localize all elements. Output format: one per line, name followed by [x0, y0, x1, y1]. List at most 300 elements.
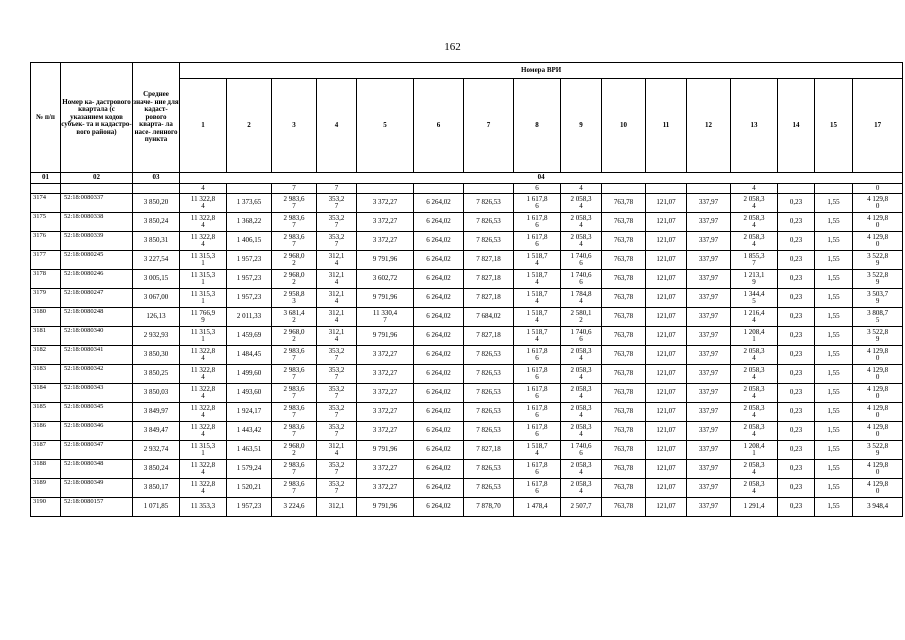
- header-vri-number: 12: [687, 79, 731, 173]
- vri-value-cell: 337,97: [687, 213, 731, 232]
- vri-value-cell: 353,2 7: [317, 403, 357, 422]
- vri-value-cell: 1,55: [815, 460, 853, 479]
- row-number: 3188: [31, 460, 61, 479]
- vri-value-cell: 2 968,0 2: [272, 327, 317, 346]
- vri-value-cell: 1 344,4 5: [731, 289, 778, 308]
- vri-value-cell: 6 264,02: [414, 346, 464, 365]
- header-vri-number: 14: [778, 79, 815, 173]
- vri-value-cell: 0,23: [778, 308, 815, 327]
- vri-value-cell: 4 129,8 0: [853, 194, 903, 213]
- vri-value-cell: 121,07: [646, 289, 687, 308]
- vri-value-cell: 763,78: [602, 365, 646, 384]
- row-number: 3180: [31, 308, 61, 327]
- vri-value-cell: 3 372,27: [357, 384, 414, 403]
- spill-cell: [31, 184, 61, 194]
- vri-value-cell: 337,97: [687, 403, 731, 422]
- header-vri-number: 13: [731, 79, 778, 173]
- vri-value-cell: 1 617,8 6: [514, 460, 561, 479]
- spill-cell: 4: [731, 184, 778, 194]
- vri-value-cell: 2 983,6 7: [272, 384, 317, 403]
- header-vri-number: 7: [464, 79, 514, 173]
- vri-value-cell: 7 826,53: [464, 422, 514, 441]
- vri-value-cell: 1 617,8 6: [514, 479, 561, 498]
- vri-value-cell: 6 264,02: [414, 289, 464, 308]
- vri-value-cell: 337,97: [687, 232, 731, 251]
- vri-value-cell: 1 617,8 6: [514, 365, 561, 384]
- row-number: 3181: [31, 327, 61, 346]
- vri-value-cell: 1,55: [815, 213, 853, 232]
- vri-value-cell: 11 315,3 1: [180, 270, 227, 289]
- vri-value-cell: 1 518,7 4: [514, 327, 561, 346]
- vri-value-cell: 9 791,96: [357, 498, 414, 517]
- vri-value-cell: 3 948,4: [853, 498, 903, 517]
- header-vri-number: 17: [853, 79, 903, 173]
- cadastral-quarter-number: 52:18:0080337: [61, 194, 133, 213]
- vri-value-cell: 1 957,23: [227, 289, 272, 308]
- vri-value-cell: 7 827,18: [464, 441, 514, 460]
- header-vri-number: 15: [815, 79, 853, 173]
- vri-value-cell: 1 579,24: [227, 460, 272, 479]
- vri-value-cell: 763,78: [602, 251, 646, 270]
- vri-value-cell: 2 958,8 3: [272, 289, 317, 308]
- vri-value-cell: 7 826,53: [464, 346, 514, 365]
- vri-value-cell: 2 058,3 4: [731, 365, 778, 384]
- vri-value-cell: 3 522,8 9: [853, 251, 903, 270]
- header-vri-number: 6: [414, 79, 464, 173]
- spill-cell: [815, 184, 853, 194]
- vri-value-cell: 1 617,8 6: [514, 213, 561, 232]
- vri-value-cell: 1,55: [815, 327, 853, 346]
- cadastral-quarter-number: 52:18:0080340: [61, 327, 133, 346]
- average-value: 126,13: [133, 308, 180, 327]
- vri-value-cell: 0,23: [778, 460, 815, 479]
- average-value: 3 067,00: [133, 289, 180, 308]
- vri-value-cell: 312,1 4: [317, 251, 357, 270]
- vri-value-cell: 7 827,18: [464, 327, 514, 346]
- vri-value-cell: 1 484,45: [227, 346, 272, 365]
- vri-value-cell: 0,23: [778, 289, 815, 308]
- table-row: [31, 232, 903, 251]
- spill-cell: [778, 184, 815, 194]
- vri-value-cell: 1 740,6 6: [561, 251, 602, 270]
- vri-value-cell: 353,2 7: [317, 232, 357, 251]
- vri-value-cell: 0,23: [778, 479, 815, 498]
- vri-value-cell: 7 826,53: [464, 232, 514, 251]
- vri-value-cell: 2 058,3 4: [561, 232, 602, 251]
- vri-value-cell: 1 518,7 4: [514, 289, 561, 308]
- average-value: 3 849,97: [133, 403, 180, 422]
- vri-value-cell: 2 058,3 4: [731, 479, 778, 498]
- vri-value-cell: 6 264,02: [414, 327, 464, 346]
- vri-value-cell: 337,97: [687, 498, 731, 517]
- vri-value-cell: 0,23: [778, 232, 815, 251]
- vri-value-cell: 1 740,6 6: [561, 441, 602, 460]
- vri-value-cell: 337,97: [687, 384, 731, 403]
- vri-value-cell: 3 602,72: [357, 270, 414, 289]
- vri-value-cell: 3 808,7 5: [853, 308, 903, 327]
- vri-value-cell: 7 826,53: [464, 479, 514, 498]
- row-number: 3179: [31, 289, 61, 308]
- vri-value-cell: 0,23: [778, 441, 815, 460]
- cadastral-quarter-number: 52:18:0080348: [61, 460, 133, 479]
- vri-value-cell: 1 617,8 6: [514, 194, 561, 213]
- vri-value-cell: 121,07: [646, 441, 687, 460]
- vri-value-cell: 3 224,6: [272, 498, 317, 517]
- vri-value-cell: 2 580,1 2: [561, 308, 602, 327]
- vri-value-cell: 763,78: [602, 441, 646, 460]
- vri-value-cell: 0,23: [778, 422, 815, 441]
- vri-value-cell: 337,97: [687, 270, 731, 289]
- average-value: 3 850,24: [133, 213, 180, 232]
- vri-value-cell: 763,78: [602, 213, 646, 232]
- vri-value-cell: 1,55: [815, 289, 853, 308]
- header-vri-group: Номера ВРИ: [180, 63, 903, 79]
- table-row: [31, 213, 903, 232]
- vri-value-cell: 121,07: [646, 251, 687, 270]
- vri-value-cell: 0,23: [778, 251, 815, 270]
- vri-value-cell: 337,97: [687, 327, 731, 346]
- vri-value-cell: 121,07: [646, 194, 687, 213]
- average-value: 1 071,85: [133, 498, 180, 517]
- average-value: 3 850,31: [133, 232, 180, 251]
- header-row-number: № п/п: [31, 63, 61, 173]
- cadastral-quarter-number: 52:18:0080341: [61, 346, 133, 365]
- header-vri-number: 4: [317, 79, 357, 173]
- vri-value-cell: 1 617,8 6: [514, 346, 561, 365]
- vri-value-cell: 2 983,6 7: [272, 213, 317, 232]
- vri-value-cell: 7 826,53: [464, 403, 514, 422]
- vri-value-cell: 1 518,7 4: [514, 308, 561, 327]
- spill-cell: 4: [180, 184, 227, 194]
- cadastral-quarter-number: 52:18:0080349: [61, 479, 133, 498]
- vri-value-cell: 11 322,8 4: [180, 403, 227, 422]
- vri-value-cell: 6 264,02: [414, 460, 464, 479]
- vri-value-cell: 7 826,53: [464, 213, 514, 232]
- vri-value-cell: 11 315,3 1: [180, 327, 227, 346]
- vri-value-cell: 1 520,21: [227, 479, 272, 498]
- vri-value-cell: 3 681,4 2: [272, 308, 317, 327]
- vri-value-cell: 337,97: [687, 441, 731, 460]
- vri-value-cell: 2 058,3 4: [731, 346, 778, 365]
- average-value: 3 850,25: [133, 365, 180, 384]
- vri-value-cell: 6 264,02: [414, 194, 464, 213]
- vri-value-cell: 1,55: [815, 251, 853, 270]
- cadastral-quarter-number: 52:18:0080345: [61, 403, 133, 422]
- vri-value-cell: 6 264,02: [414, 365, 464, 384]
- vri-value-cell: 9 791,96: [357, 289, 414, 308]
- vri-value-cell: 121,07: [646, 460, 687, 479]
- vri-value-cell: 353,2 7: [317, 365, 357, 384]
- header-vri-number: 11: [646, 79, 687, 173]
- vri-value-cell: 1 216,4 4: [731, 308, 778, 327]
- vri-value-cell: 1,55: [815, 270, 853, 289]
- row-number: 3187: [31, 441, 61, 460]
- vri-value-cell: 1 213,1 9: [731, 270, 778, 289]
- vri-value-cell: 121,07: [646, 346, 687, 365]
- column-code: 01: [31, 173, 61, 184]
- vri-value-cell: 2 983,6 7: [272, 232, 317, 251]
- vri-value-cell: 1 478,4: [514, 498, 561, 517]
- vri-value-cell: 7 827,18: [464, 251, 514, 270]
- column-code: 02: [61, 173, 133, 184]
- cadastral-quarter-number: 52:18:0080245: [61, 251, 133, 270]
- vri-value-cell: 2 983,6 7: [272, 194, 317, 213]
- vri-value-cell: 337,97: [687, 479, 731, 498]
- vri-value-cell: 337,97: [687, 346, 731, 365]
- vri-value-cell: 1 373,65: [227, 194, 272, 213]
- vri-value-cell: 121,07: [646, 422, 687, 441]
- vri-value-cell: 4 129,8 0: [853, 232, 903, 251]
- average-value: 2 932,74: [133, 441, 180, 460]
- column-code: 03: [133, 173, 180, 184]
- vri-value-cell: 763,78: [602, 327, 646, 346]
- vri-value-cell: 11 315,3 1: [180, 441, 227, 460]
- spill-cell: 7: [272, 184, 317, 194]
- vri-value-cell: 1 499,60: [227, 365, 272, 384]
- table-row: [31, 194, 903, 213]
- spill-cell: 0: [853, 184, 903, 194]
- vri-value-cell: 2 058,3 4: [731, 422, 778, 441]
- vri-value-cell: 2 058,3 4: [561, 365, 602, 384]
- row-number: 3182: [31, 346, 61, 365]
- row-number: 3177: [31, 251, 61, 270]
- vri-value-cell: 2 058,3 4: [561, 460, 602, 479]
- vri-value-cell: 353,2 7: [317, 460, 357, 479]
- vri-value-cell: 2 507,7: [561, 498, 602, 517]
- vri-value-cell: 4 129,8 0: [853, 365, 903, 384]
- vri-value-cell: 9 791,96: [357, 251, 414, 270]
- vri-value-cell: 1 493,60: [227, 384, 272, 403]
- vri-value-cell: 1 617,8 6: [514, 403, 561, 422]
- vri-value-cell: 11 322,8 4: [180, 422, 227, 441]
- vri-value-cell: 1 957,23: [227, 498, 272, 517]
- vri-value-cell: 1,55: [815, 308, 853, 327]
- vri-value-cell: 763,78: [602, 308, 646, 327]
- vri-value-cell: 0,23: [778, 346, 815, 365]
- table-row: [31, 346, 903, 365]
- vri-value-cell: 1,55: [815, 232, 853, 251]
- vri-value-cell: 763,78: [602, 498, 646, 517]
- vri-value-cell: 3 372,27: [357, 213, 414, 232]
- vri-value-cell: 4 129,8 0: [853, 213, 903, 232]
- vri-value-cell: 1 957,23: [227, 270, 272, 289]
- vri-value-cell: 1 617,8 6: [514, 232, 561, 251]
- average-value: 3 005,15: [133, 270, 180, 289]
- vri-value-cell: 2 058,3 4: [731, 213, 778, 232]
- vri-value-cell: 121,07: [646, 365, 687, 384]
- vri-value-cell: 2 983,6 7: [272, 346, 317, 365]
- vri-value-cell: 6 264,02: [414, 403, 464, 422]
- cadastral-quarter-number: 52:18:0080342: [61, 365, 133, 384]
- header-vri-number: 5: [357, 79, 414, 173]
- header-vri-number: 10: [602, 79, 646, 173]
- spill-cell: 4: [561, 184, 602, 194]
- vri-value-cell: 0,23: [778, 498, 815, 517]
- vri-value-cell: 11 322,8 4: [180, 479, 227, 498]
- vri-value-cell: 121,07: [646, 498, 687, 517]
- vri-value-cell: 121,07: [646, 479, 687, 498]
- vri-value-cell: 6 264,02: [414, 308, 464, 327]
- vri-value-cell: 763,78: [602, 194, 646, 213]
- vri-value-cell: 7 827,18: [464, 289, 514, 308]
- table-row: [31, 270, 903, 289]
- vri-value-cell: 121,07: [646, 384, 687, 403]
- vri-value-cell: 2 058,3 4: [561, 384, 602, 403]
- column-code: 04: [180, 173, 903, 184]
- table-row: [31, 289, 903, 308]
- vri-value-cell: 2 058,3 4: [561, 346, 602, 365]
- row-number: 3185: [31, 403, 61, 422]
- vri-value-cell: 1 740,6 6: [561, 327, 602, 346]
- spill-cell: 7: [317, 184, 357, 194]
- cadastral-quarter-number: 52:18:0080247: [61, 289, 133, 308]
- vri-value-cell: 6 264,02: [414, 213, 464, 232]
- vri-value-cell: 763,78: [602, 346, 646, 365]
- row-number: 3186: [31, 422, 61, 441]
- average-value: 3 850,03: [133, 384, 180, 403]
- vri-value-cell: 337,97: [687, 251, 731, 270]
- vri-value-cell: 3 522,8 9: [853, 441, 903, 460]
- table-row: [31, 422, 903, 441]
- cadastral-quarter-number: 52:18:0080246: [61, 270, 133, 289]
- vri-value-cell: 2 058,3 4: [561, 194, 602, 213]
- vri-value-cell: 1 518,7 4: [514, 251, 561, 270]
- vri-value-cell: 1 406,15: [227, 232, 272, 251]
- vri-value-cell: 2 968,0 2: [272, 251, 317, 270]
- vri-value-cell: 6 264,02: [414, 498, 464, 517]
- vri-value-cell: 763,78: [602, 422, 646, 441]
- average-value: 3 227,54: [133, 251, 180, 270]
- vri-value-cell: 121,07: [646, 327, 687, 346]
- vri-value-cell: 4 129,8 0: [853, 422, 903, 441]
- vri-value-cell: 2 058,3 4: [731, 194, 778, 213]
- vri-value-cell: 1,55: [815, 365, 853, 384]
- vri-value-cell: 121,07: [646, 308, 687, 327]
- vri-value-cell: 0,23: [778, 403, 815, 422]
- spill-cell: [646, 184, 687, 194]
- vri-value-cell: 353,2 7: [317, 384, 357, 403]
- row-number: 3183: [31, 365, 61, 384]
- vri-value-cell: 2 983,6 7: [272, 479, 317, 498]
- vri-value-cell: 3 372,27: [357, 479, 414, 498]
- vri-value-cell: 763,78: [602, 232, 646, 251]
- table-row: [31, 498, 903, 517]
- row-number: 3190: [31, 498, 61, 517]
- vri-value-cell: 337,97: [687, 422, 731, 441]
- vri-value-cell: 337,97: [687, 308, 731, 327]
- spill-cell: [464, 184, 514, 194]
- average-value: 3 850,20: [133, 194, 180, 213]
- vri-value-cell: 11 330,4 7: [357, 308, 414, 327]
- header-vri-number: 1: [180, 79, 227, 173]
- table-row: [31, 384, 903, 403]
- row-number: 3175: [31, 213, 61, 232]
- page-number: 162: [444, 41, 461, 53]
- vri-value-cell: 337,97: [687, 365, 731, 384]
- vri-value-cell: 763,78: [602, 384, 646, 403]
- cadastral-quarter-number: 52:18:0080157: [61, 498, 133, 517]
- vri-value-cell: 353,2 7: [317, 479, 357, 498]
- table-row: [31, 403, 903, 422]
- vri-value-cell: 1 740,6 6: [561, 270, 602, 289]
- row-number: 3184: [31, 384, 61, 403]
- spill-cell: [602, 184, 646, 194]
- vri-value-cell: 7 878,70: [464, 498, 514, 517]
- vri-value-cell: 11 322,8 4: [180, 232, 227, 251]
- vri-value-cell: 763,78: [602, 479, 646, 498]
- vri-value-cell: 353,2 7: [317, 346, 357, 365]
- vri-value-cell: 11 353,3: [180, 498, 227, 517]
- vri-value-cell: 312,1 4: [317, 441, 357, 460]
- row-number: 3189: [31, 479, 61, 498]
- vri-value-cell: 2 058,3 4: [731, 384, 778, 403]
- spill-cell: [687, 184, 731, 194]
- vri-value-cell: 353,2 7: [317, 194, 357, 213]
- vri-value-cell: 3 503,7 9: [853, 289, 903, 308]
- vri-value-cell: 6 264,02: [414, 422, 464, 441]
- column-codes-row: [31, 173, 903, 184]
- spill-cell: [61, 184, 133, 194]
- spill-cell: [133, 184, 180, 194]
- vri-value-cell: 4 129,8 0: [853, 460, 903, 479]
- vri-value-cell: 2 058,3 4: [561, 403, 602, 422]
- vri-value-cell: 1 784,8 4: [561, 289, 602, 308]
- average-value: 3 849,47: [133, 422, 180, 441]
- vri-value-cell: 6 264,02: [414, 441, 464, 460]
- vri-value-cell: 1 924,17: [227, 403, 272, 422]
- header-vri-number: 3: [272, 79, 317, 173]
- vri-value-cell: 1 957,23: [227, 251, 272, 270]
- average-value: 3 850,17: [133, 479, 180, 498]
- vri-value-cell: 3 522,8 9: [853, 327, 903, 346]
- vri-value-cell: 312,1 4: [317, 289, 357, 308]
- vri-value-cell: 337,97: [687, 289, 731, 308]
- vri-value-cell: 1 208,4 1: [731, 441, 778, 460]
- vri-value-cell: 1 617,8 6: [514, 422, 561, 441]
- vri-value-cell: 1 368,22: [227, 213, 272, 232]
- vri-value-cell: 9 791,96: [357, 327, 414, 346]
- table-row: [31, 308, 903, 327]
- vri-value-cell: 763,78: [602, 270, 646, 289]
- vri-value-cell: 1 617,8 6: [514, 384, 561, 403]
- vri-value-cell: 1,55: [815, 384, 853, 403]
- vri-value-cell: 11 315,3 1: [180, 289, 227, 308]
- vri-value-cell: 121,07: [646, 270, 687, 289]
- average-value: 3 850,24: [133, 460, 180, 479]
- spill-cell: 6: [514, 184, 561, 194]
- vri-value-cell: 2 983,6 7: [272, 403, 317, 422]
- vri-value-cell: 312,1 4: [317, 327, 357, 346]
- vri-value-cell: 6 264,02: [414, 251, 464, 270]
- vri-value-cell: 7 826,53: [464, 384, 514, 403]
- vri-value-cell: 11 322,8 4: [180, 346, 227, 365]
- table-row: [31, 327, 903, 346]
- vri-value-cell: 312,1 4: [317, 308, 357, 327]
- vri-value-cell: 3 372,27: [357, 365, 414, 384]
- vri-value-cell: 3 372,27: [357, 232, 414, 251]
- vri-value-cell: 121,07: [646, 213, 687, 232]
- vri-value-cell: 1,55: [815, 479, 853, 498]
- table-row: [31, 460, 903, 479]
- vri-value-cell: 0,23: [778, 384, 815, 403]
- vri-value-cell: 312,1: [317, 498, 357, 517]
- vri-value-cell: 7 827,18: [464, 270, 514, 289]
- vri-value-cell: 121,07: [646, 403, 687, 422]
- vri-value-cell: 3 372,27: [357, 346, 414, 365]
- row-number: 3176: [31, 232, 61, 251]
- vri-value-cell: 7 826,53: [464, 194, 514, 213]
- vri-value-cell: 353,2 7: [317, 213, 357, 232]
